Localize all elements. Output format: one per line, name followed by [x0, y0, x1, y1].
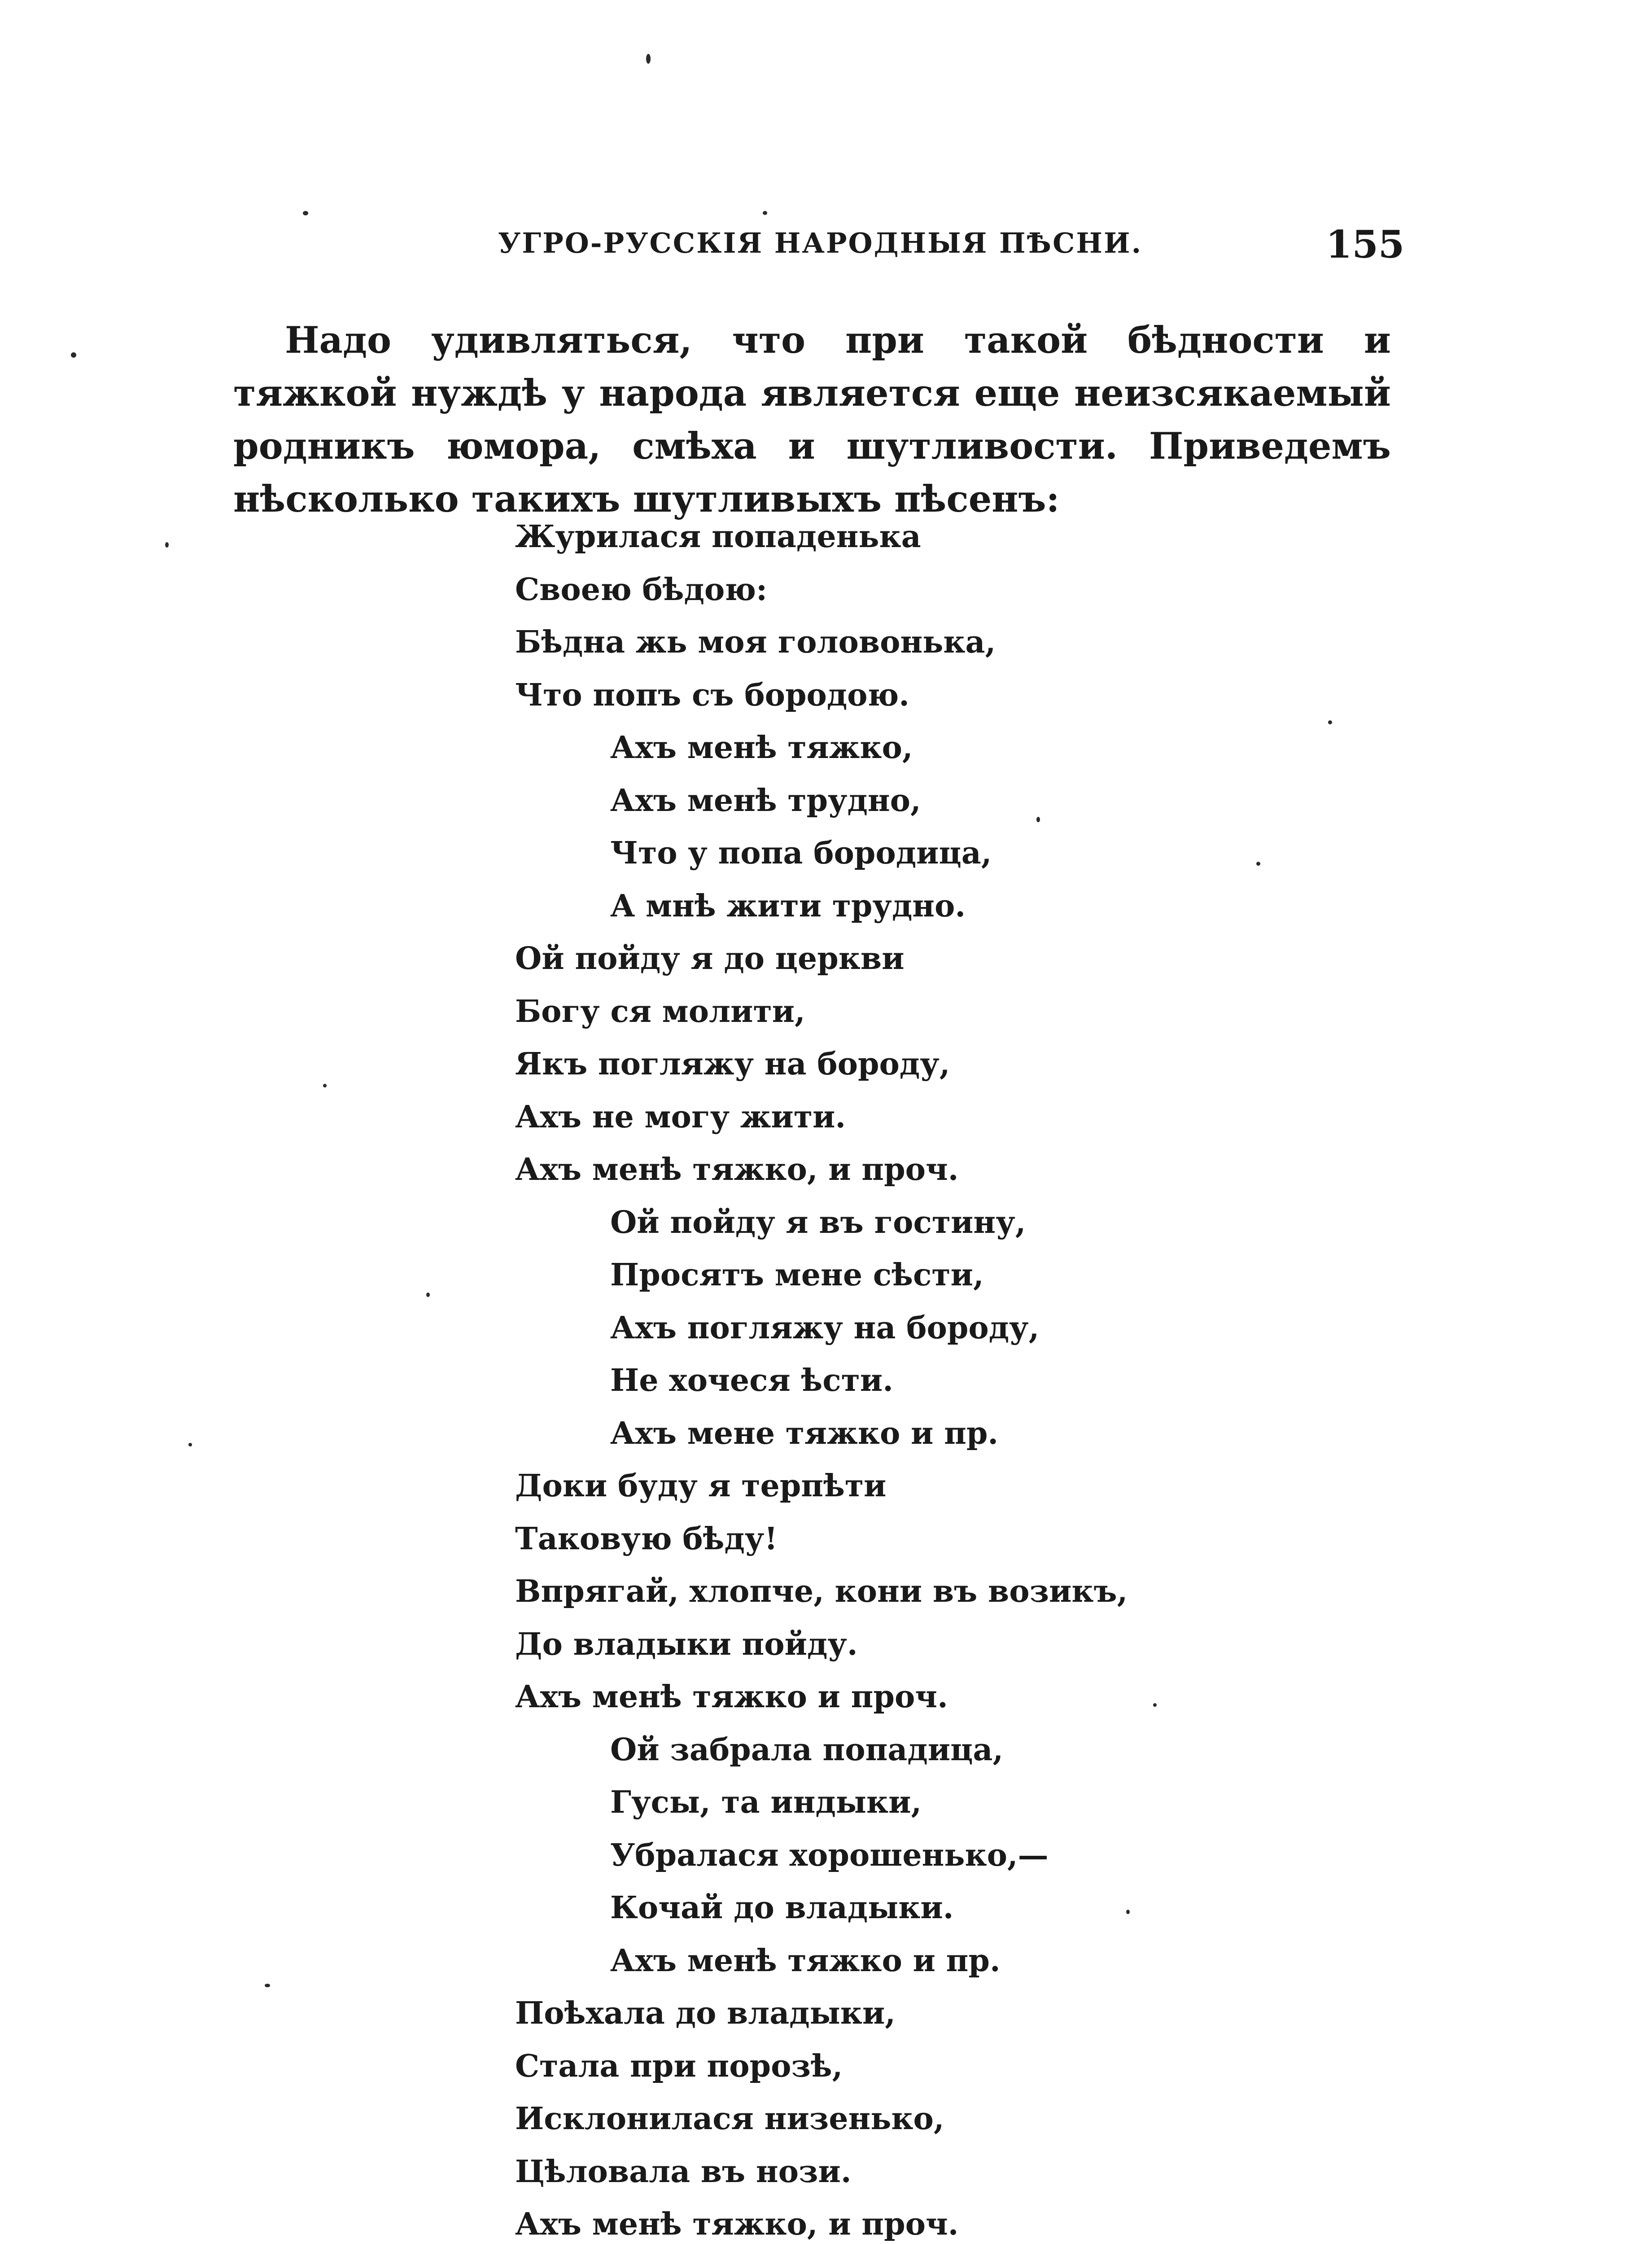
- scan-speck: [763, 211, 767, 215]
- verse-line: Ахъ менѣ тяжко, и проч.: [515, 1152, 959, 1188]
- scan-speck: [1256, 862, 1260, 866]
- verse-line: Ой забрала попадица,: [610, 1731, 1004, 1768]
- scan-speck: [303, 211, 308, 215]
- running-title: УГРО-РУССКІЯ НАРОДНЫЯ ПѢСНИ.: [498, 227, 1143, 259]
- scan-speck: [1126, 1910, 1130, 1914]
- scan-speck: [1036, 817, 1040, 822]
- scan-speck: [1328, 720, 1332, 724]
- verse-line: Что попъ съ бородою.: [515, 677, 909, 713]
- song-verse: [515, 511, 1368, 2244]
- scan-speck: [188, 1443, 192, 1446]
- scan-speck: [426, 1293, 430, 1297]
- scan-speck: [323, 1084, 327, 1087]
- verse-line: Ахъ менѣ тяжко,: [610, 730, 913, 766]
- verse-line: Не хочеся ѣсти.: [610, 1363, 893, 1398]
- verse-line: Своею бѣдою:: [515, 571, 768, 608]
- verse-line: Что у попа бородица,: [610, 835, 992, 871]
- scan-speck: [165, 542, 169, 548]
- verse-line: Ой пойду я до церкви: [515, 941, 905, 977]
- verse-line: Ахъ погляжу на бороду,: [610, 1310, 1040, 1346]
- verse-line: Богу ся молити,: [515, 993, 805, 1030]
- verse-line: Ой пойду я въ гостину,: [610, 1204, 1026, 1240]
- scan-speck: [265, 1984, 270, 1987]
- verse-line: Стала при порозѣ,: [515, 2048, 843, 2084]
- verse-line: Цѣловала въ нози.: [515, 2153, 852, 2190]
- verse-line: Ахъ менѣ тяжко, и проч.: [515, 2206, 959, 2242]
- verse-line: Бѣдна жь моя головонька,: [515, 624, 996, 660]
- verse-line: Ахъ менѣ тяжко и проч.: [515, 1679, 948, 1715]
- verse-line: Ахъ мене тяжко и пр.: [610, 1415, 999, 1451]
- intro-paragraph: Надо удивляться, что при такой бѣдности и тяжкой нуждѣ у народа является еще неизсякаемый родникъ юмора, смѣха и шутливости. Приведемъ нѣсколько такихъ шутливыхъ пѣсенъ:: [233, 319, 1391, 521]
- page-number: 155: [1326, 222, 1405, 267]
- scan-speck: [646, 54, 651, 64]
- verse-line: Исклонилася низенько,: [515, 2101, 944, 2137]
- verse-line: Убралася хорошенько,—: [610, 1837, 1049, 1873]
- intro-text: [233, 314, 1391, 526]
- verse-line: Якъ погляжу на бороду,: [515, 1046, 950, 1082]
- verse-line: Таковую бѣду!: [515, 1521, 778, 1557]
- verse-line: Ахъ не могу жити.: [515, 1099, 846, 1135]
- verse-line: Доки буду я терпѣти: [515, 1468, 887, 1504]
- verse-line: Журилася попаденька: [515, 519, 921, 555]
- verse-line: Ахъ менѣ трудно,: [610, 782, 921, 819]
- verse-line: Ахъ менѣ тяжко и пр.: [610, 1942, 1001, 1979]
- scan-speck: [1153, 1703, 1157, 1707]
- verse-line: Гусы, та индыки,: [610, 1784, 922, 1820]
- verse-line: Просятъ мене сѣсти,: [610, 1257, 984, 1293]
- verse-line: До владыки пойду.: [515, 1626, 858, 1662]
- verse-line: Впрягай, хлопче, кони въ возикъ,: [515, 1573, 1128, 1609]
- verse-line: А мнѣ жити трудно.: [610, 888, 966, 924]
- scan-speck: [71, 352, 76, 358]
- verse-line: Поѣхала до владыки,: [515, 1995, 896, 2031]
- verse-line: Кочай до владыки.: [610, 1890, 954, 1926]
